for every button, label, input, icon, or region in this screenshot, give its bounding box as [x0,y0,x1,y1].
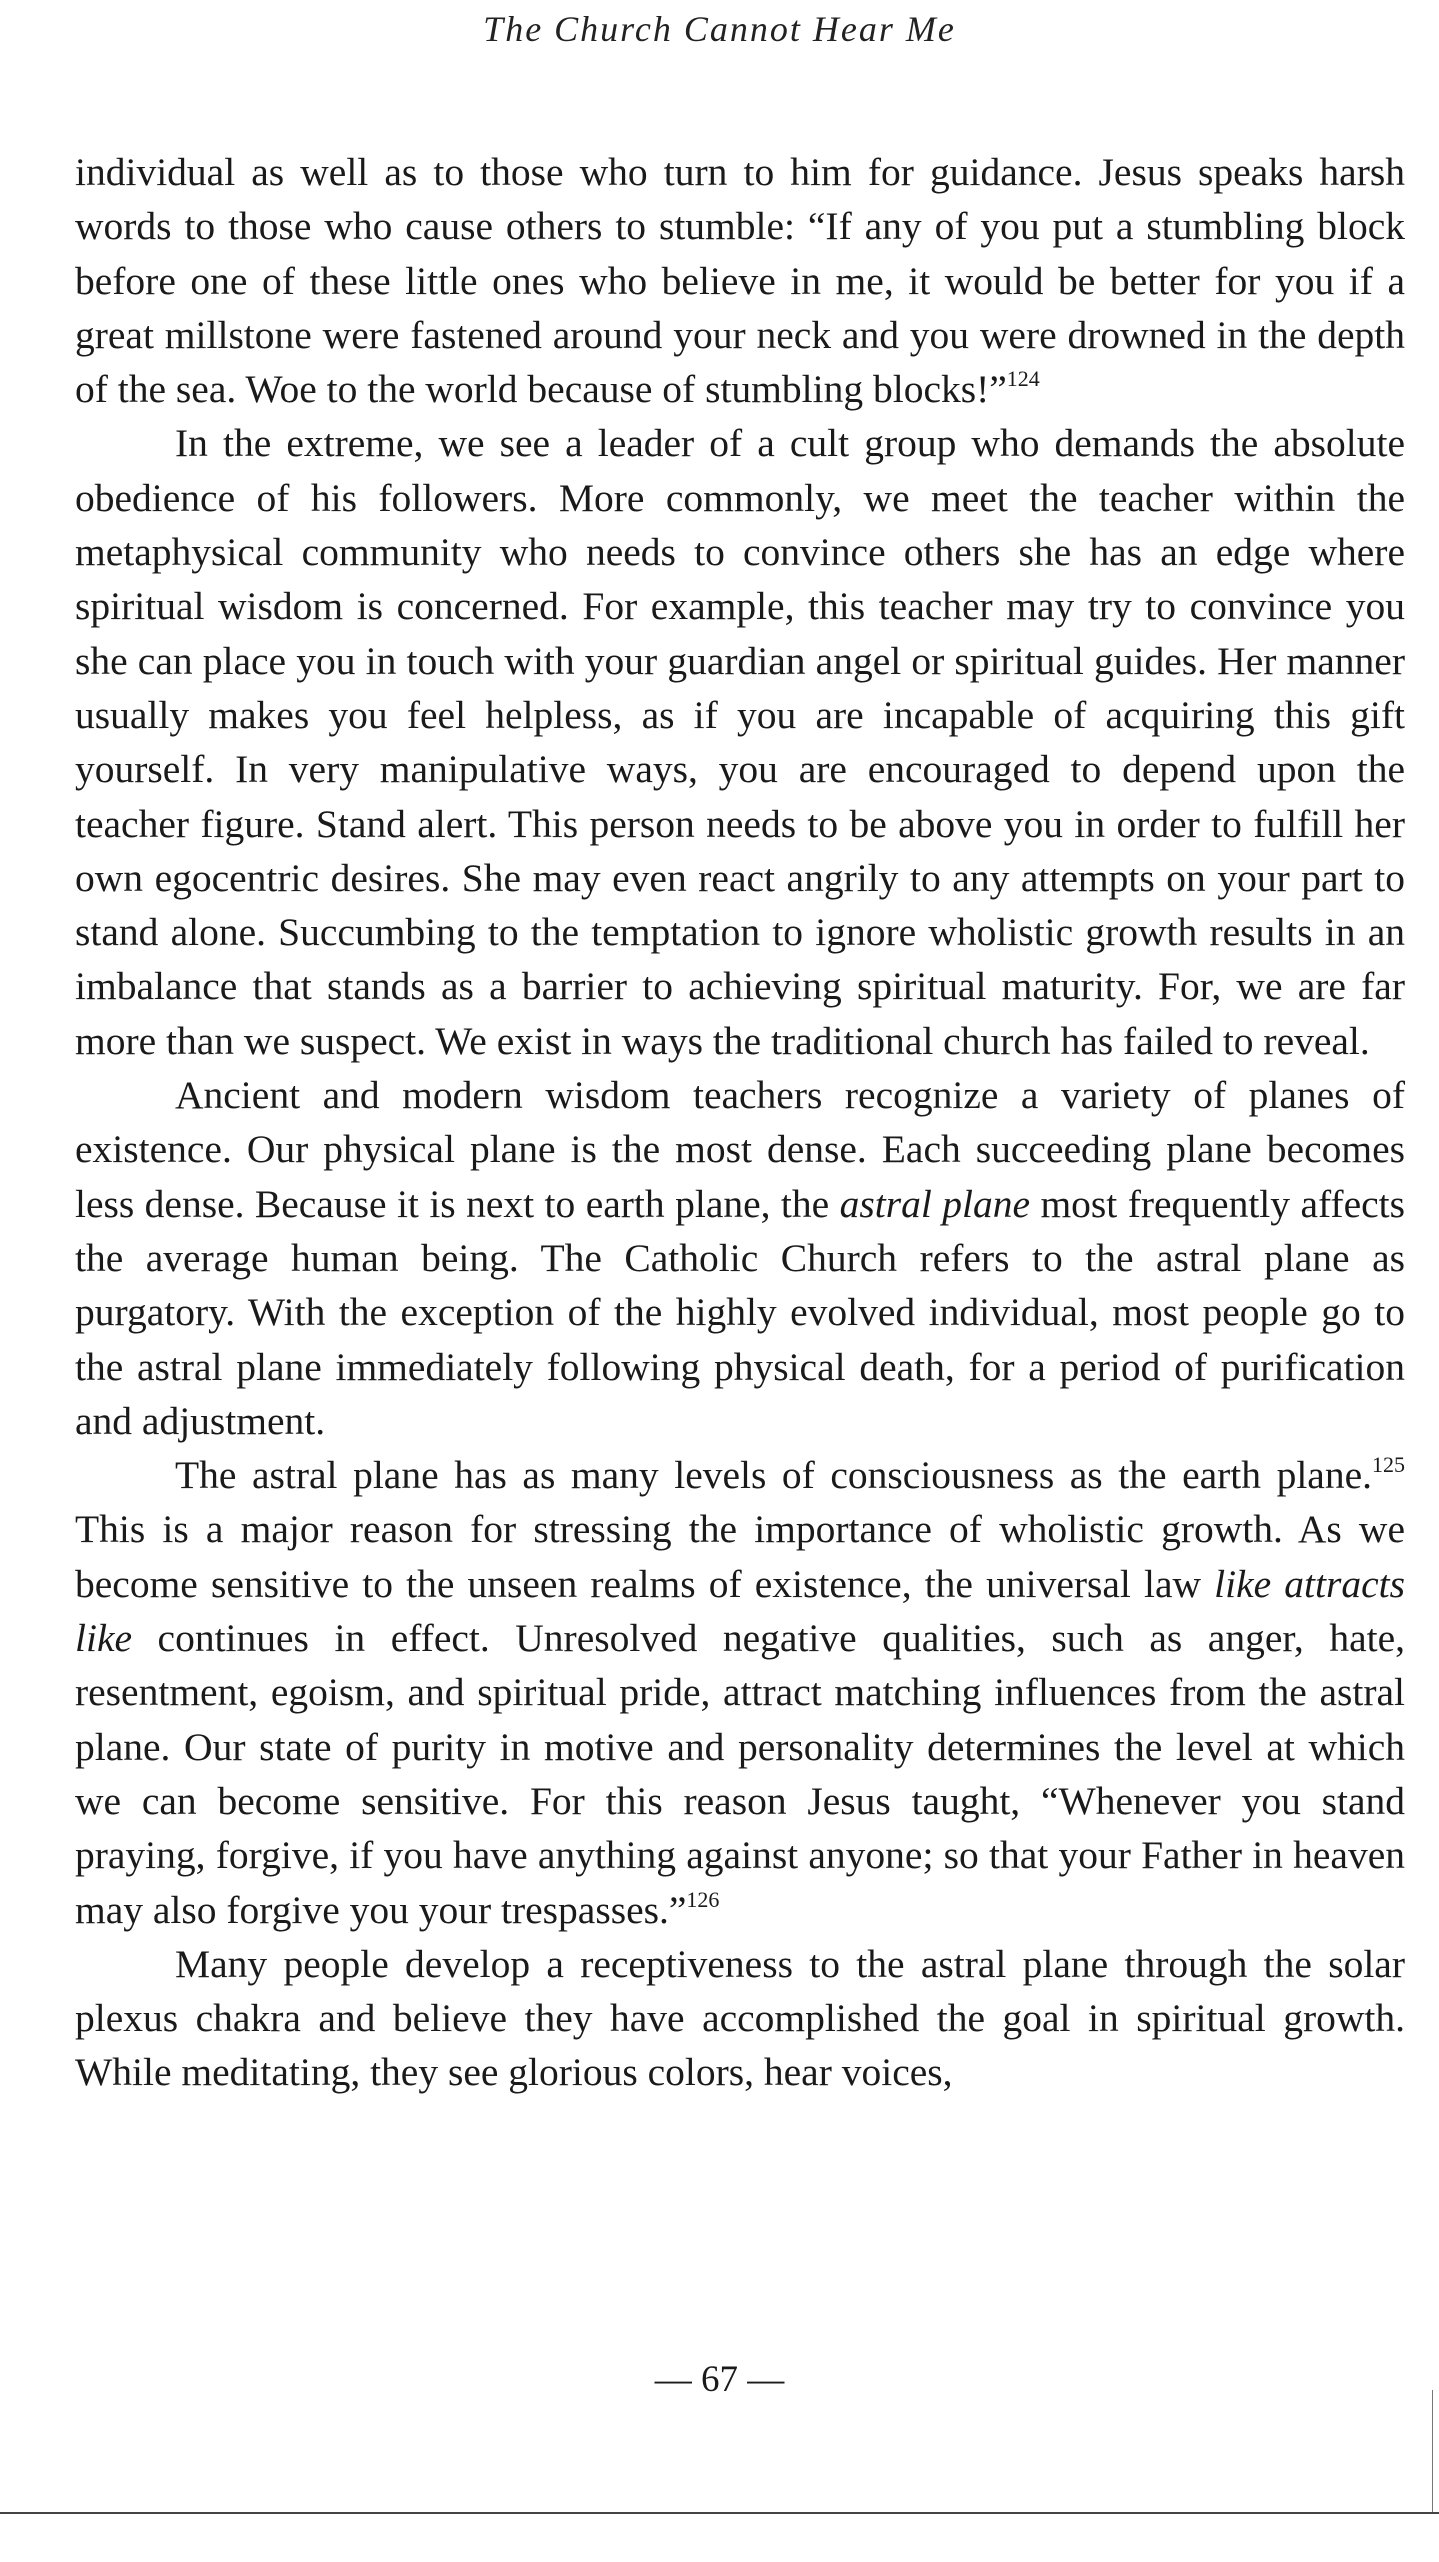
paragraph [75,1068,1405,1448]
scan-edge-line [0,2512,1439,2514]
paragraph-text: most frequently affects the average human being. The Catholic Church refers to the astral plane as purgatory. With the exception of the highly evolved individual, most people go to the astral plane immediately following physical death, for a period of purification and adjustment. [75,1181,1405,1443]
italic-term: like attracts like [75,1561,1405,1661]
paragraph-text: individual as well as to those who turn to him for guidance. Jesus speaks harsh words to those who cause others to stumble: “If any of you put a stumbling block before one of these little ones who believe in me, it would be better for you if a great millstone were fastened around your neck and you were drowned in the depth of the sea. Woe to the world because of stumbling blocks!” [75,150,1405,412]
paragraph-text: This is a major reason for stressing the importance of wholistic growth. As we become sensitive to the unseen realms of existence, the universal law [75,1507,1405,1606]
paragraph [75,1937,1405,2100]
page-text [75,145,1405,2100]
footnote-marker: 124 [1006,366,1040,392]
paragraph [75,1448,1405,1937]
running-head: The Church Cannot Hear Me [483,9,956,49]
paragraph-text: continues in effect. Unresolved negative qualities, such as anger, hate, resentment, egoism, and spiritual pride, attract matching influences from the astral plane. Our state of purity in motive and personality determines the level at which we can become sensitive. For this reason Jesus taught, “Whenever you stand praying, forgive, if you have anything against anyone; so that your Father in heaven may also forgive you your trespasses.” [75,1616,1405,1932]
scan-edge-line [1432,2390,1433,2514]
paragraph-text: In the extreme, we see a leader of a cult group who demands the absolute obedience of his followers. More commonly, we meet the teacher within the metaphysical community who needs to convince others she has an edge where spiritual wisdom is concerned. For example, this teacher may try to convince you she can place you in touch with your guardian angel or spiritual guides. Her manner usually makes you feel helpless, as if you are incapable of acquiring this gift yourself. In very manipulative ways, you are encouraged to depend upon the teacher figure. Stand alert. This person needs to be above you in order to fulfill her own egocentric desires. She may even react angrily to any attempts on your part to stand alone. Succumbing to the temptation to ignore wholistic growth results in an imbalance that stands as a barrier to achieving spiritual maturity. For, we are far more than we suspect. We exist in ways the traditional church has failed to reveal. [75,421,1405,1063]
italic-term: astral plane [839,1181,1031,1226]
paragraph-continued [75,145,1405,416]
footnote-marker: 126 [686,1886,720,1912]
page-number: — 67 — [654,2359,785,2400]
paragraph-text: The astral plane has as many levels of consciousness as the earth plane. [175,1453,1372,1498]
paragraph-text: Ancient and modern wisdom teachers recognize a variety of planes of existence. Our physical plane is the most dense. Each succeeding plane becomes less dense. Because it is next to earth plane, the [75,1073,1405,1226]
paragraph-text: Many people develop a receptiveness to the astral plane through the solar plexus chakra and believe they have accomplished the goal in spiritual growth. While meditating, they see glorious colors, hear voices, [75,1941,1405,2095]
paragraph [75,416,1405,1068]
footnote-marker: 125 [1372,1452,1405,1478]
